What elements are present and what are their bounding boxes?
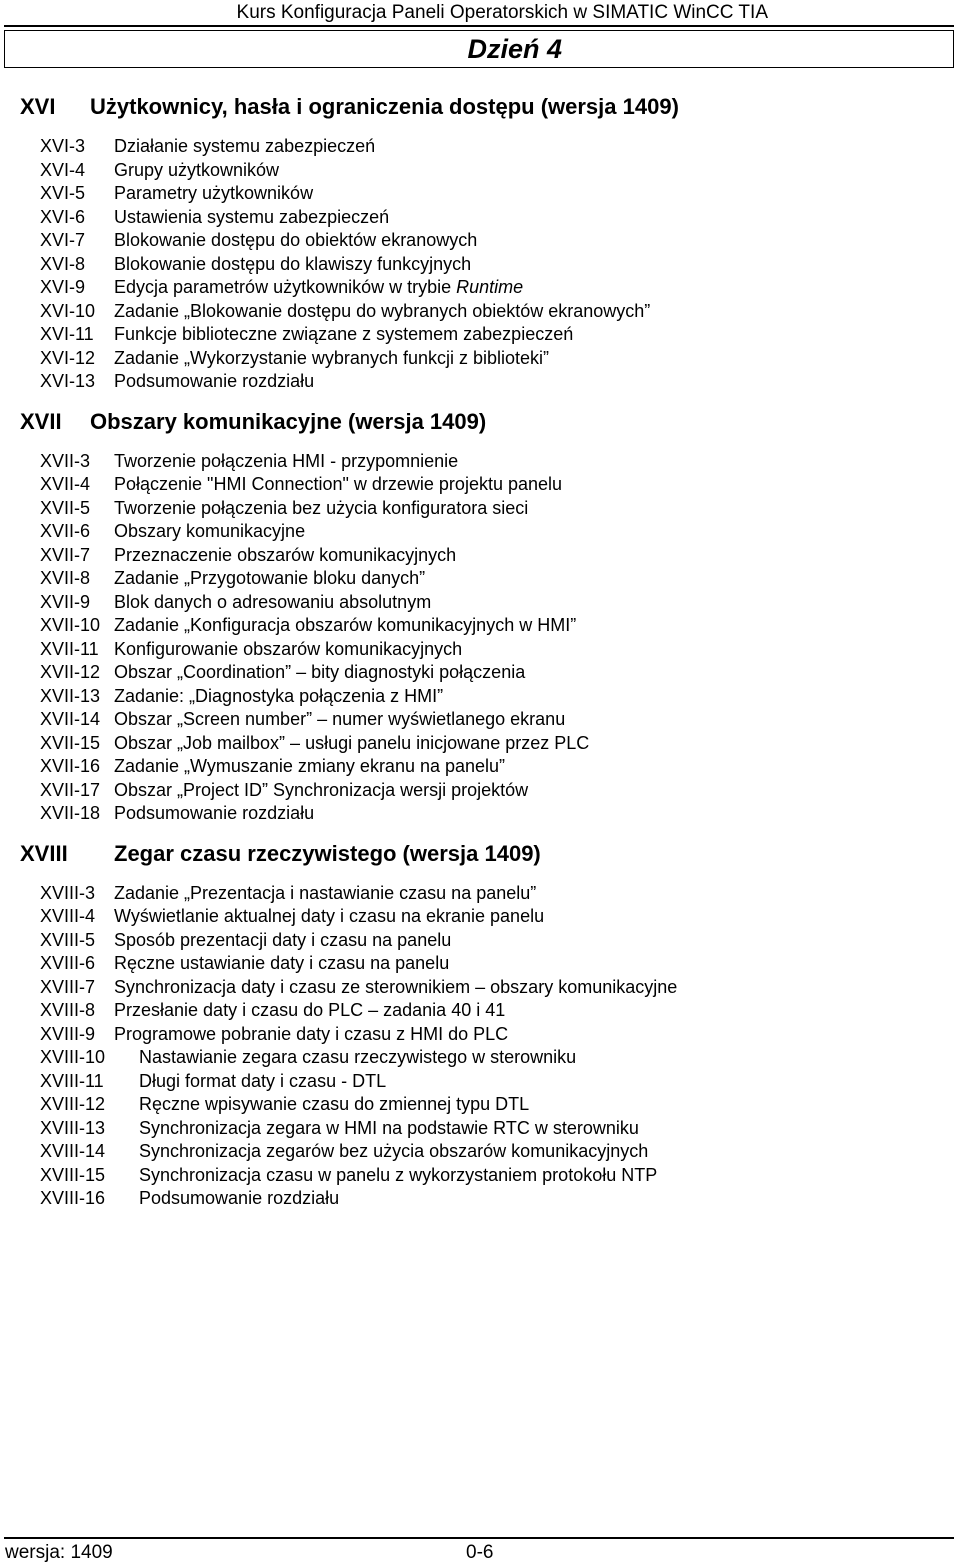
section-title <box>114 905 544 929</box>
section-title <box>114 779 528 803</box>
section-title-text: Synchronizacja daty i czasu ze sterownikiem – obszary komunikacyjne <box>114 976 678 997</box>
table-of-contents <box>0 89 960 1221</box>
section-item <box>0 732 960 756</box>
section-title <box>114 253 471 277</box>
section-item <box>0 952 960 976</box>
section-title <box>114 182 313 206</box>
section-item <box>0 520 960 544</box>
section-title-text: Połączenie "HMI Connection" w drzewie projektu panelu <box>114 474 563 494</box>
section-item <box>0 999 960 1023</box>
chapter-title: Użytkownicy, hasła i ograniczenia dostępu (wersja 1409) <box>90 94 679 119</box>
chapter-heading <box>0 836 960 882</box>
section-title <box>114 661 525 685</box>
section-title <box>114 708 565 732</box>
section-title <box>139 1117 639 1141</box>
section-title-text: Blokowanie dostępu do obiektów ekranowych <box>114 230 478 250</box>
section-number: XVIII-15 <box>40 1164 106 1185</box>
section-title-text: Blok danych o adresowaniu absolutnym <box>114 591 432 612</box>
section-number: XVI-11 <box>40 324 94 344</box>
section-title <box>114 929 451 953</box>
section-title <box>114 159 279 183</box>
section-number: XVI-13 <box>40 371 96 391</box>
chapter-number: XVIII <box>20 840 68 866</box>
section-item <box>0 882 960 906</box>
section-number: XVI-9 <box>40 277 86 297</box>
section-item <box>0 802 960 826</box>
section-number: XVIII-12 <box>40 1094 106 1114</box>
page-number: 0-6 <box>466 1542 494 1563</box>
section-title <box>139 1070 386 1094</box>
section-item <box>0 708 960 732</box>
section-title <box>114 999 505 1023</box>
section-title-text: Ustawienia systemu zabezpieczeń <box>114 206 390 227</box>
chapter-heading <box>0 89 960 135</box>
footer-version: wersja: 1409 <box>5 1542 113 1563</box>
section-item <box>0 929 960 953</box>
chapter-title: Zegar czasu rzeczywistego (wersja 1409) <box>114 840 541 866</box>
chapter-number: XVII <box>20 408 62 434</box>
section-item <box>0 159 960 183</box>
section-title <box>114 685 443 709</box>
section-title <box>114 229 477 253</box>
section-title-text: Ręczne ustawianie daty i czasu na panelu <box>114 953 450 973</box>
section-title-text: Działanie systemu zabezpieczeń <box>114 136 376 156</box>
section-title <box>114 300 650 324</box>
section-title-text: Synchronizacja zegara w HMI na podstawie RTC w sterowniku <box>139 1117 639 1138</box>
section-title <box>114 952 449 976</box>
section-item <box>0 661 960 685</box>
section-title-text: Podsumowanie rozdziału <box>114 803 315 823</box>
section-title-text: Zadanie „Blokowanie dostępu do wybranych obiektów ekranowych” <box>114 300 651 321</box>
section-title <box>139 1140 648 1164</box>
day-banner <box>4 30 954 68</box>
section-item <box>0 276 960 300</box>
section-number: XVI-6 <box>40 206 86 227</box>
section-title <box>114 802 314 826</box>
section-title-text: Ręczne wpisywanie czasu do zmiennej typu DTL <box>139 1094 530 1114</box>
section-item <box>0 253 960 277</box>
section-number: XVII-16 <box>40 756 101 776</box>
section-title <box>114 450 458 474</box>
section-title-text: Sposób prezentacji daty i czasu na panelu <box>114 929 452 950</box>
section-item <box>0 323 960 347</box>
section-list <box>0 882 960 1211</box>
section-title-text: Zadanie: „Diagnostyka połączenia z HMI” <box>114 685 444 706</box>
section-number: XVI-12 <box>40 347 96 368</box>
section-number: XVII-17 <box>40 779 101 800</box>
section-number: XVIII-7 <box>40 976 96 997</box>
document-header-title: Kurs Konfiguracja Paneli Operatorskich w SIMATIC WinCC TIA <box>236 2 768 23</box>
section-item <box>0 1023 960 1047</box>
section-title <box>114 520 305 544</box>
section-title-text: Edycja parametrów użytkowników w trybie <box>114 277 457 297</box>
section-title <box>114 755 505 779</box>
section-number: XVII-10 <box>40 615 101 635</box>
section-number: XVII-11 <box>40 638 99 659</box>
section-number: XVII-6 <box>40 521 91 541</box>
section-title-text: Obszar „Coordination” – bity diagnostyki połączenia <box>114 662 526 682</box>
section-title-text: Długi format daty i czasu - DTL <box>139 1070 387 1091</box>
section-title-text: Funkcje biblioteczne związane z systemem zabezpieczeń <box>114 324 574 344</box>
section-number: XVII-4 <box>40 474 91 494</box>
section-title-text: Obszar „Job mailbox” – usługi panelu inicjowane przez PLC <box>114 732 590 753</box>
section-title-text: Programowe pobranie daty i czasu z HMI do PLC <box>114 1023 509 1044</box>
chapter-number: XVI <box>20 94 56 119</box>
section-title-text: Podsumowanie rozdziału <box>139 1188 340 1208</box>
section-item <box>0 370 960 394</box>
section-item <box>0 182 960 206</box>
section-title <box>114 976 677 1000</box>
section-number: XVII-9 <box>40 591 91 612</box>
section-title <box>114 614 576 638</box>
section-item <box>0 638 960 662</box>
section-item <box>0 1140 960 1164</box>
section-item <box>0 206 960 230</box>
section-title <box>114 544 456 568</box>
section-title <box>139 1187 339 1211</box>
section-item <box>0 779 960 803</box>
section-title-emphasis: Runtime <box>456 277 524 297</box>
section-list <box>0 135 960 394</box>
section-title <box>114 882 536 906</box>
section-item <box>0 1117 960 1141</box>
section-title-text: Grupy użytkowników <box>114 159 280 180</box>
section-title <box>114 135 375 159</box>
section-title-text: Blokowanie dostępu do klawiszy funkcyjnych <box>114 253 472 274</box>
section-item <box>0 450 960 474</box>
section-item <box>0 1164 960 1188</box>
section-number: XVI-3 <box>40 136 86 156</box>
section-title <box>114 370 314 394</box>
section-number: XVIII-16 <box>40 1188 106 1208</box>
section-item <box>0 755 960 779</box>
section-title-text: Zadanie „Prezentacja i nastawianie czasu na panelu” <box>114 882 537 903</box>
section-title-text: Obszar „Screen number” – numer wyświetlanego ekranu <box>114 709 566 729</box>
section-title-text: Zadanie „Wykorzystanie wybranych funkcji z biblioteki” <box>114 347 550 368</box>
section-title-text: Obszar „Project ID” Synchronizacja wersji projektów <box>114 779 529 800</box>
section-title-text: Przeznaczenie obszarów komunikacyjnych <box>114 544 457 565</box>
section-title <box>114 567 425 591</box>
section-item <box>0 300 960 324</box>
section-number: XVIII-6 <box>40 953 96 973</box>
section-item <box>0 614 960 638</box>
section-title <box>114 347 549 371</box>
section-title <box>114 206 389 230</box>
section-title-text: Obszary komunikacyjne <box>114 521 306 541</box>
section-number: XVIII-4 <box>40 906 96 926</box>
section-title-text: Tworzenie połączenia bez użycia konfiguratora sieci <box>114 497 529 518</box>
section-number: XVII-12 <box>40 662 101 682</box>
section-title-text: Podsumowanie rozdziału <box>114 371 315 391</box>
section-item <box>0 229 960 253</box>
section-number: XVII-13 <box>40 685 101 706</box>
section-item <box>0 1046 960 1070</box>
section-list <box>0 450 960 826</box>
section-number: XVIII-5 <box>40 929 96 950</box>
section-title <box>114 323 573 347</box>
section-title-text: Wyświetlanie aktualnej daty i czasu na ekranie panelu <box>114 906 545 926</box>
section-number: XVIII-10 <box>40 1047 106 1067</box>
section-item <box>0 497 960 521</box>
section-item <box>0 347 960 371</box>
section-title <box>114 732 589 756</box>
section-item <box>0 473 960 497</box>
section-title-text: Synchronizacja czasu w panelu z wykorzystaniem protokołu NTP <box>139 1164 658 1185</box>
section-title <box>114 638 462 662</box>
section-item <box>0 685 960 709</box>
section-title <box>114 276 523 300</box>
section-number: XVIII-14 <box>40 1141 106 1161</box>
section-item <box>0 544 960 568</box>
section-number: XVII-15 <box>40 732 101 753</box>
section-number: XVIII-8 <box>40 1000 96 1020</box>
section-title <box>114 473 562 497</box>
section-title-text: Tworzenie połączenia HMI - przypomnienie <box>114 450 459 471</box>
section-item <box>0 135 960 159</box>
section-number: XVI-5 <box>40 183 86 203</box>
section-title-text: Nastawianie zegara czasu rzeczywistego w sterowniku <box>139 1047 577 1067</box>
chapter-heading <box>0 404 960 450</box>
section-title-text: Przesłanie daty i czasu do PLC – zadania 40 i 41 <box>114 1000 506 1020</box>
section-number: XVII-8 <box>40 568 91 588</box>
section-item <box>0 976 960 1000</box>
section-number: XVII-18 <box>40 803 101 823</box>
section-title-text: Zadanie „Konfiguracja obszarów komunikacyjnych w HMI” <box>114 615 577 635</box>
section-item <box>0 567 960 591</box>
section-item <box>0 1187 960 1211</box>
section-item <box>0 591 960 615</box>
section-item <box>0 905 960 929</box>
section-number: XVIII-11 <box>40 1070 104 1091</box>
section-title <box>114 591 431 615</box>
section-number: XVII-7 <box>40 544 91 565</box>
section-item <box>0 1093 960 1117</box>
section-number: XVI-10 <box>40 300 96 321</box>
section-title <box>114 1023 508 1047</box>
section-number: XVI-7 <box>40 230 86 250</box>
section-title-text: Zadanie „Wymuszanie zmiany ekranu na panelu” <box>114 756 506 776</box>
section-title-text: Konfigurowanie obszarów komunikacyjnych <box>114 638 463 659</box>
section-title-text: Zadanie „Przygotowanie bloku danych” <box>114 568 426 588</box>
section-number: XVIII-13 <box>40 1117 106 1138</box>
section-number: XVIII-3 <box>40 882 96 903</box>
section-number: XVII-3 <box>40 450 91 471</box>
section-title <box>139 1046 576 1070</box>
section-number: XVII-14 <box>40 709 101 729</box>
section-title <box>139 1164 657 1188</box>
chapter-title: Obszary komunikacyjne (wersja 1409) <box>90 408 487 434</box>
footer-divider <box>4 1537 954 1539</box>
section-item <box>0 1070 960 1094</box>
section-title-text: Parametry użytkowników <box>114 183 314 203</box>
section-title <box>114 497 528 521</box>
section-title <box>139 1093 529 1117</box>
section-number: XVI-4 <box>40 159 86 180</box>
section-number: XVII-5 <box>40 497 91 518</box>
day-label: Dzień 4 <box>467 34 562 64</box>
section-number: XVIII-9 <box>40 1023 96 1044</box>
section-number: XVI-8 <box>40 253 86 274</box>
section-title-text: Synchronizacja zegarów bez użycia obszarów komunikacyjnych <box>139 1141 649 1161</box>
header-divider <box>4 25 954 27</box>
